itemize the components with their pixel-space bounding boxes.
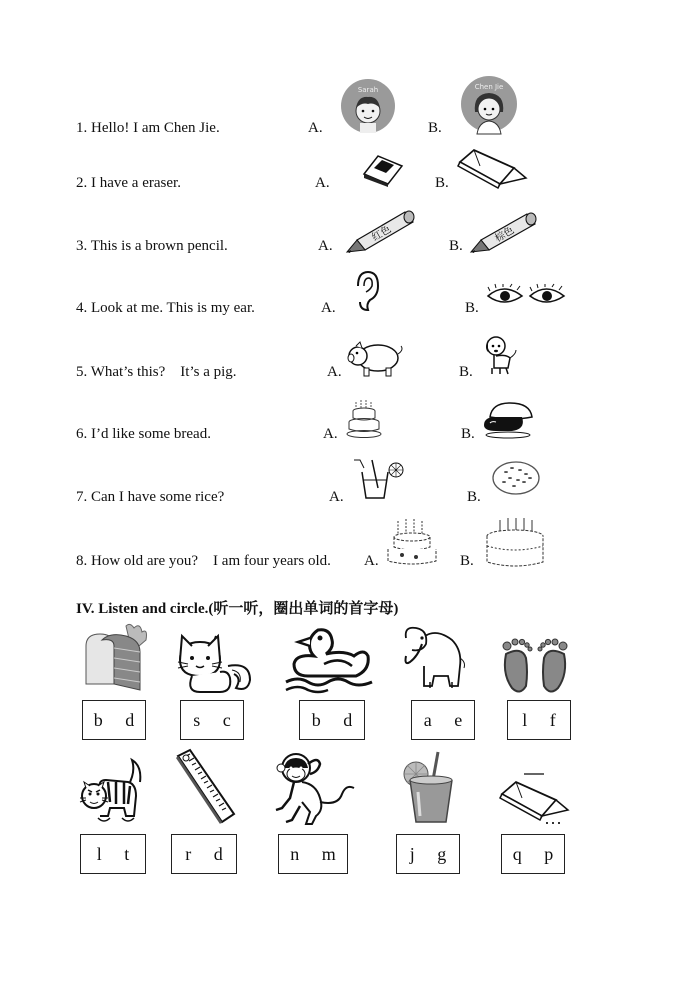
bread-loaf-icon <box>82 622 156 692</box>
red-pencil-icon <box>343 206 419 254</box>
letter-box-bread[interactable]: b d <box>82 700 146 740</box>
boy-portrait-icon <box>340 78 396 134</box>
cat-icon <box>176 626 256 696</box>
question-6-option-a[interactable]: A. <box>323 426 338 442</box>
question-4-option-b[interactable]: B. <box>465 300 479 316</box>
dog-icon <box>482 334 520 376</box>
letter-box-feet[interactable]: l f <box>507 700 571 740</box>
ruler-icon <box>174 748 240 824</box>
question-8-option-b[interactable]: B. <box>460 553 474 569</box>
pig-icon <box>346 338 404 378</box>
juice-glass-icon <box>394 748 464 826</box>
letter-box-monkey[interactable]: n m <box>278 834 348 874</box>
eyes-icon <box>486 284 568 312</box>
question-2-option-b[interactable]: B. <box>435 175 449 191</box>
cake-icon <box>346 396 384 440</box>
pencil-sharpener-icon <box>456 148 528 190</box>
monkey-icon <box>272 750 358 826</box>
question-7-option-b[interactable]: B. <box>467 489 481 505</box>
letter-box-cat[interactable]: s c <box>180 700 244 740</box>
question-1-option-a[interactable]: A. <box>308 120 323 136</box>
birthday-cake-small-icon <box>386 517 438 567</box>
brown-pencil-icon <box>467 208 541 254</box>
tiger-icon <box>78 752 148 828</box>
boy-portrait-caption: Sarah <box>357 86 379 94</box>
letter-box-juice[interactable]: j g <box>396 834 460 874</box>
question-7-text: 7. Can I have some rice? <box>76 489 225 505</box>
question-5-option-a[interactable]: A. <box>327 364 342 380</box>
question-4-text: 4. Look at me. This is my ear. <box>76 300 255 316</box>
question-1-text: 1. Hello! I am Chen Jie. <box>76 120 220 136</box>
question-5-text: 5. What’s this? It’s a pig. <box>76 364 237 380</box>
rice-icon <box>490 458 542 500</box>
question-4-option-a[interactable]: A. <box>321 300 336 316</box>
question-8-option-a[interactable]: A. <box>364 553 379 569</box>
sharpener-icon <box>498 770 570 826</box>
juice-icon <box>352 458 406 502</box>
girl-portrait-caption: Chen Jie <box>474 83 504 91</box>
question-7-option-a[interactable]: A. <box>329 489 344 505</box>
question-3-option-b[interactable]: B. <box>449 238 463 254</box>
question-8-text: 8. How old are you? I am four years old. <box>76 553 331 569</box>
question-3-text: 3. This is a brown pencil. <box>76 238 228 254</box>
brown-pencil-label: 棕色 <box>493 225 517 245</box>
question-3-option-a[interactable]: A. <box>318 238 333 254</box>
question-6-text: 6. I’d like some bread. <box>76 426 211 442</box>
question-5-option-b[interactable]: B. <box>459 364 473 380</box>
letter-box-duck[interactable]: b d <box>299 700 365 740</box>
girl-portrait-icon <box>459 76 519 134</box>
duck-icon <box>284 626 374 694</box>
question-2-text: 2. I have a eraser. <box>76 175 181 191</box>
ear-icon <box>352 270 380 312</box>
section-4-title: IV. Listen and circle.(听一听，圈出单词的首字母) <box>76 601 399 617</box>
red-pencil-label: 红色 <box>370 224 394 244</box>
letter-box-sharpener[interactable]: q p <box>501 834 565 874</box>
question-6-option-b[interactable]: B. <box>461 426 475 442</box>
question-2-option-a[interactable]: A. <box>315 175 330 191</box>
birthday-cake-large-icon <box>484 516 546 568</box>
feet-icon <box>498 630 572 696</box>
eraser-icon <box>360 152 406 188</box>
bread-icon <box>482 401 534 439</box>
letter-box-elephant[interactable]: a e <box>411 700 475 740</box>
elephant-icon <box>400 622 466 694</box>
letter-box-tiger[interactable]: l t <box>80 834 146 874</box>
question-1-option-b[interactable]: B. <box>428 120 442 136</box>
letter-box-ruler[interactable]: r d <box>171 834 237 874</box>
